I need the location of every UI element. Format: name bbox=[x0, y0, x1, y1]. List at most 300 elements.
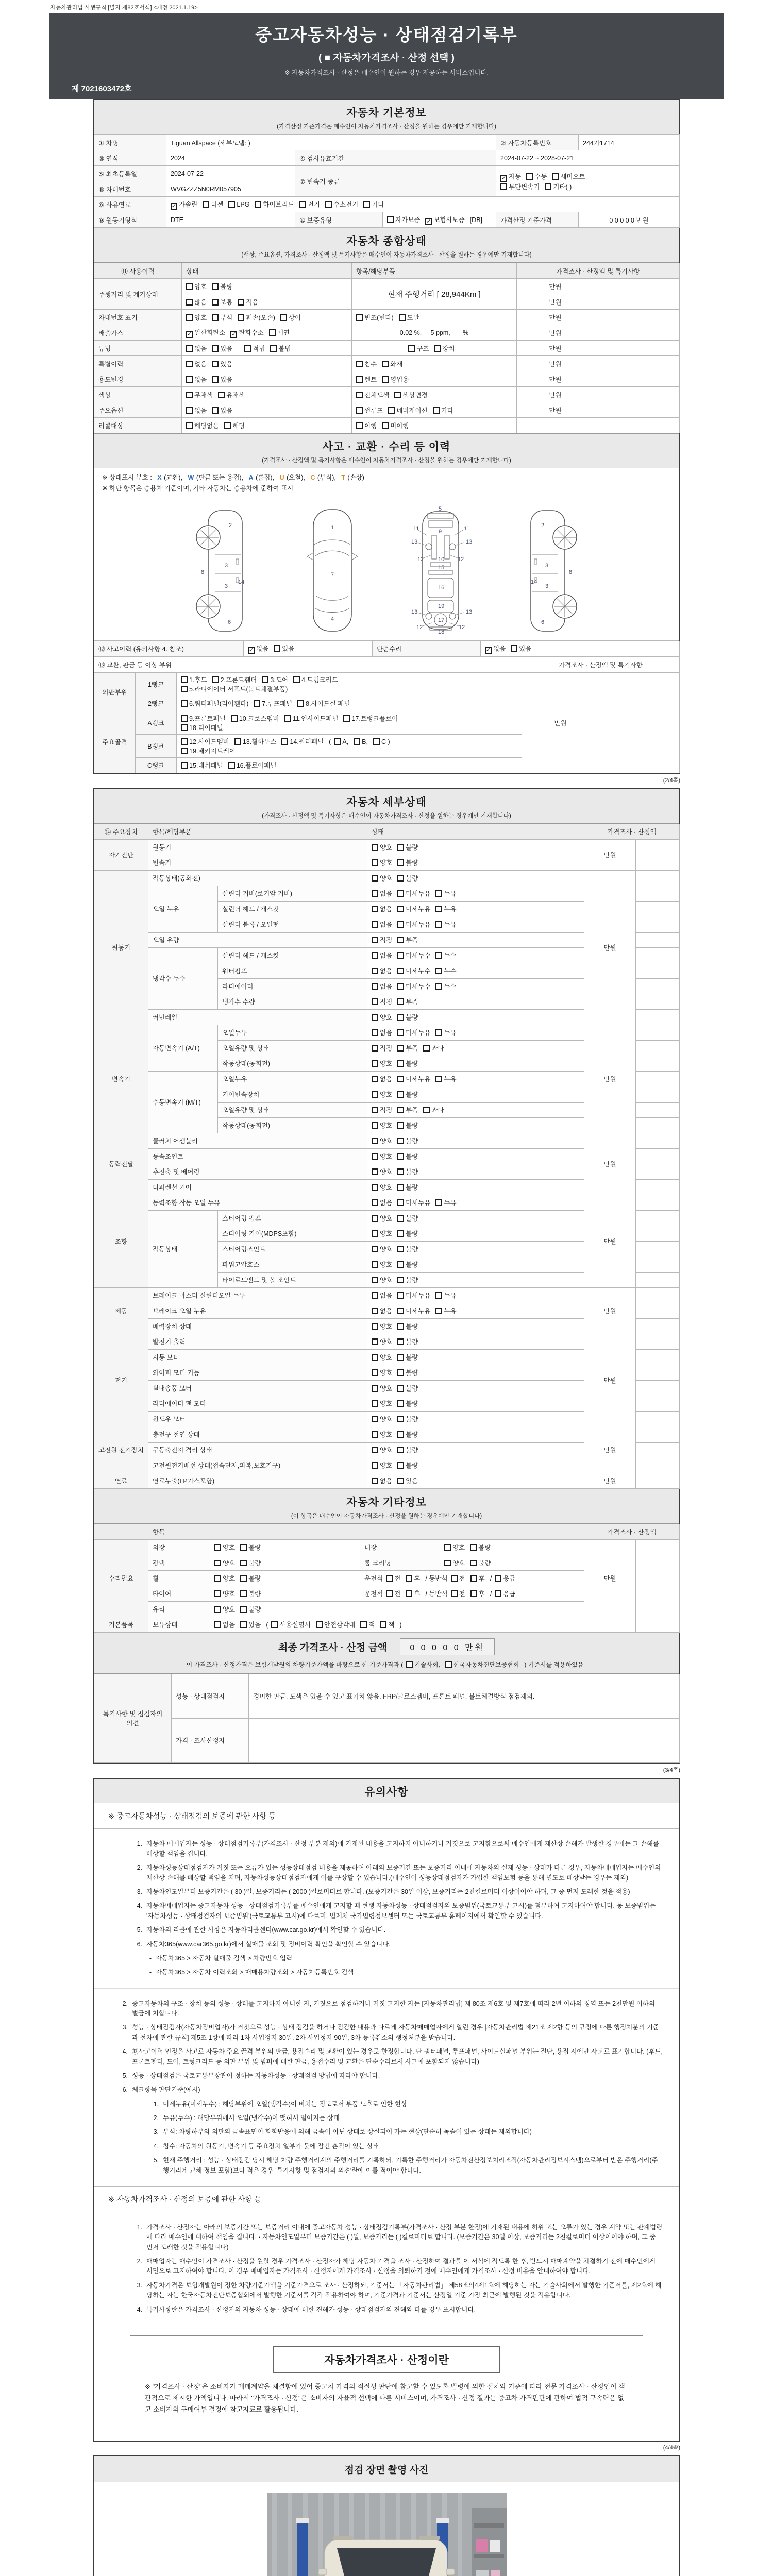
checkbox-unchecked-icon bbox=[254, 700, 260, 707]
checkbox-checked-icon: ✓ bbox=[486, 647, 491, 653]
cell: 2랭크 bbox=[136, 696, 177, 711]
checkbox-unchecked-icon bbox=[240, 1606, 247, 1613]
section-basic-subtitle: (가격산정 기준가격은 매수인이 자동차가격조사 · 산정을 원하는 경우에만 기재합니다) bbox=[277, 124, 496, 130]
option-label: 5.라디에이터 서포트(볼트체결부품) bbox=[189, 685, 288, 693]
cell bbox=[636, 1210, 680, 1226]
checkbox-unchecked-icon bbox=[238, 299, 244, 306]
checkbox-option bbox=[372, 1260, 392, 1269]
cell bbox=[352, 402, 517, 418]
checkbox-unchecked-icon bbox=[397, 1076, 404, 1082]
checkbox-unchecked-icon bbox=[372, 1246, 378, 1252]
checkbox-option bbox=[372, 1476, 392, 1485]
cell bbox=[182, 341, 352, 356]
cell bbox=[594, 387, 680, 402]
checkbox-option bbox=[397, 889, 430, 898]
cell bbox=[177, 711, 522, 734]
checkbox-unchecked-icon bbox=[435, 1199, 442, 1206]
checkbox-option bbox=[408, 344, 429, 353]
text: ( bbox=[329, 738, 331, 745]
svg-text:8: 8 bbox=[569, 569, 573, 575]
checkbox-option bbox=[297, 699, 350, 708]
cell bbox=[636, 855, 680, 870]
cell: 작동상태(공회전) bbox=[218, 1056, 367, 1071]
checkbox-unchecked-icon bbox=[372, 1354, 378, 1361]
checkbox-unchecked-icon bbox=[495, 1590, 501, 1597]
svg-text:5: 5 bbox=[439, 505, 442, 512]
option-label: 부족 bbox=[406, 998, 418, 1006]
cell: 작동상태 bbox=[148, 1210, 218, 1287]
cell: 특기사항 및 점검자의 의견 bbox=[94, 1674, 172, 1762]
cell: 2024-07-22 ~ 2028-07-21 bbox=[496, 150, 680, 166]
table-row bbox=[94, 371, 680, 387]
checkbox-option bbox=[406, 1660, 440, 1669]
option-label: 미세누유 bbox=[406, 906, 431, 913]
final-price-label: 최종 가격조사 · 산정 금액 bbox=[278, 1642, 388, 1653]
table-row bbox=[94, 150, 680, 166]
checkbox-option bbox=[372, 1136, 392, 1145]
checkbox-unchecked-icon bbox=[181, 738, 188, 745]
cell bbox=[636, 1087, 680, 1102]
cell: 보유상태 bbox=[148, 1617, 210, 1632]
option-label: 불량 bbox=[248, 1544, 261, 1551]
cell: 오일유량 및 상태 bbox=[218, 1102, 367, 1117]
checkbox-unchecked-icon bbox=[240, 1560, 247, 1566]
checkbox-unchecked-icon bbox=[470, 1544, 477, 1551]
option-label: 미세누유 bbox=[406, 1029, 431, 1037]
cell: ⑨ 원동기형식 bbox=[94, 212, 166, 228]
checkbox-unchecked-icon bbox=[372, 1215, 378, 1222]
cell bbox=[360, 1586, 584, 1601]
checkbox-unchecked-icon bbox=[181, 715, 188, 722]
option-label: 9.프론트패널 bbox=[189, 715, 226, 722]
cell bbox=[367, 1318, 584, 1334]
checkbox-unchecked-icon bbox=[545, 183, 551, 190]
cell: 만원 bbox=[517, 325, 594, 341]
note-item bbox=[129, 1839, 663, 1859]
checkbox-option bbox=[444, 1558, 465, 1567]
note-item bbox=[114, 2085, 663, 2095]
option-label: 전체도색 bbox=[364, 391, 390, 399]
checkbox-option bbox=[212, 375, 232, 384]
inspector-opinion-table bbox=[94, 1674, 680, 1763]
option-label: 수소전기 bbox=[333, 200, 359, 208]
note-item bbox=[145, 2113, 663, 2123]
note-text: 자동차 매매업자는 성능 · 상태점검기록부(가격조사 · 산정 부분 제외)에 기재된 내용을 고지하지 아니하거나 거짓으로 고지함으로써 매수인에게 재산상 손해가 발생한 경우에는 그 손해를 배상할 책임을 집니다. bbox=[146, 1840, 660, 1857]
option-label: 무채색 bbox=[194, 391, 213, 399]
cell bbox=[636, 1617, 680, 1632]
note-number: 2. bbox=[122, 1999, 128, 2007]
option-label: 불량 bbox=[248, 1575, 261, 1582]
option-label: 있음 bbox=[248, 1621, 261, 1629]
checkbox-unchecked-icon bbox=[372, 1122, 378, 1129]
text: (판금 또는 용접), bbox=[194, 474, 245, 481]
checkbox-option bbox=[212, 313, 232, 322]
checkbox-unchecked-icon bbox=[356, 422, 363, 429]
checkbox-unchecked-icon bbox=[181, 762, 188, 769]
cell bbox=[352, 356, 517, 371]
accident-note: ※ 하단 항목은 승용차 기준이며, 기타 자동차는 승용차에 준하여 표시 bbox=[102, 485, 294, 493]
checkbox-unchecked-icon bbox=[399, 314, 406, 321]
checkbox-option bbox=[372, 1167, 392, 1176]
checkbox-unchecked-icon bbox=[186, 392, 193, 398]
checkbox-unchecked-icon bbox=[470, 1575, 477, 1582]
checkbox-unchecked-icon bbox=[397, 1277, 404, 1283]
checkbox-unchecked-icon bbox=[372, 1385, 378, 1392]
option-label: 12.사이드멤버 bbox=[189, 738, 229, 745]
option-label: 불량 bbox=[406, 1277, 418, 1284]
option-label: 19.패키지트레이 bbox=[189, 747, 236, 755]
cell bbox=[210, 1555, 360, 1570]
note-number: 2. bbox=[137, 1864, 142, 1872]
checkbox-unchecked-icon bbox=[214, 1621, 221, 1628]
cell bbox=[367, 1334, 584, 1349]
status-code: C bbox=[310, 474, 315, 481]
checkbox-unchecked-icon bbox=[397, 998, 404, 1005]
checkbox-option bbox=[299, 199, 320, 209]
checkbox-option bbox=[397, 935, 418, 944]
checkbox-option bbox=[372, 951, 392, 960]
checkbox-option bbox=[397, 1291, 430, 1300]
cell bbox=[367, 1272, 584, 1287]
cell: 0 0 0 0 0 만원 bbox=[579, 212, 680, 228]
checkbox-option bbox=[372, 1321, 392, 1331]
text bbox=[238, 345, 241, 352]
checkbox-unchecked-icon bbox=[445, 1661, 452, 1668]
checkbox-unchecked-icon bbox=[397, 875, 404, 882]
cell bbox=[182, 387, 352, 402]
cell bbox=[636, 1117, 680, 1133]
checkbox-unchecked-icon bbox=[397, 1308, 404, 1314]
checkbox-option bbox=[269, 328, 290, 337]
cell: 원동기 bbox=[148, 839, 367, 855]
checkbox-option bbox=[397, 1167, 418, 1176]
checkbox-option bbox=[372, 1445, 392, 1454]
option-label: 세미오토 bbox=[560, 173, 585, 180]
checkbox-option bbox=[203, 199, 223, 209]
option-label: 있음 bbox=[406, 1478, 418, 1485]
note-text: 성능 · 상태점검자(자동차정비업자)가 거짓으로 성능 · 상태 점검을 하거나 점검한 내용과 다르게 자동차매매업자에게 알린 경우 [자동차관리법 제21조 제2항 등의 규정에 따른 행정처분의 기준과 절차에 관한 규칙] 제5조 1항에 따라 1차 사업정지 30일, 2차 사업정지 90일, 3차 등록취소의 행정처분을 받습니다. bbox=[132, 2024, 660, 2041]
checkbox-option bbox=[240, 1589, 261, 1598]
cell bbox=[367, 1025, 584, 1040]
checkbox-unchecked-icon bbox=[435, 1029, 442, 1036]
checkbox-unchecked-icon bbox=[423, 1107, 430, 1113]
status-code: A bbox=[248, 474, 254, 481]
checkbox-unchecked-icon bbox=[372, 1323, 378, 1330]
cell: 만원 bbox=[584, 870, 636, 1025]
cell: 클러치 어셈블리 bbox=[148, 1133, 367, 1148]
cell bbox=[636, 994, 680, 1009]
cell bbox=[636, 1396, 680, 1411]
cell: ⑫ 사고이력 (유의사항 4. 참조) bbox=[94, 641, 244, 656]
checkbox-option bbox=[240, 1543, 261, 1552]
note-text: 자동차365 > 자동차 이력조회 > 매매용차량조회 > 자동차등록번호 검색 bbox=[156, 1969, 354, 1976]
note-number: - bbox=[149, 1954, 152, 1962]
cell bbox=[636, 1133, 680, 1148]
note-item bbox=[138, 1968, 663, 1977]
cell: 외장 bbox=[148, 1539, 210, 1555]
cell: C랭크 bbox=[136, 757, 177, 773]
option-label: 없음 bbox=[380, 921, 393, 928]
table-row bbox=[94, 672, 680, 696]
cell: ⑩ 보증유형 bbox=[295, 212, 383, 228]
note-text: ⑫사고이력 인정은 사고로 자동차 주요 골격 부위의 판금, 용접수리 및 교환이 있는 경우로 한정합니다. 단 쿼터패널, 루프패널, 사이드실패널 부위는 절단, 용접 시에만 사고로 표기합니다. (후드, 프론트펜더, 도어, 트렁크리드 등 외판 부위 및 범퍼에 대한 판금, 용접수리 및 교환은 단순수리로서 사고에 포함되지 않습니다) bbox=[132, 2048, 663, 2065]
option-label: 불량 bbox=[406, 1138, 418, 1145]
cell bbox=[182, 279, 352, 294]
checkbox-option bbox=[284, 714, 339, 723]
svg-text:13: 13 bbox=[411, 608, 418, 615]
note-text: 특기사항란은 가격조사 · 산정자의 자동차 성능 · 상태에 대한 견해가 성능 · 상태점검자의 견해와 다를 경우 표시합니다. bbox=[146, 2306, 476, 2313]
checkbox-checked-icon: ✓ bbox=[249, 647, 254, 653]
checkbox-checked-icon: ✓ bbox=[231, 331, 237, 337]
checkbox-option bbox=[186, 297, 207, 307]
checkbox-unchecked-icon bbox=[240, 1590, 247, 1597]
checkbox-option bbox=[212, 359, 232, 368]
cell bbox=[636, 1349, 680, 1365]
cell: 만원 bbox=[517, 371, 594, 387]
cell bbox=[367, 1473, 584, 1488]
checkbox-option bbox=[397, 1321, 418, 1331]
cell: ⑤ 최초등록일 bbox=[94, 166, 166, 181]
cell bbox=[367, 1040, 584, 1056]
cell bbox=[182, 418, 352, 433]
note-number: 5. bbox=[122, 2072, 128, 2079]
cell bbox=[636, 1365, 680, 1380]
checkbox-option bbox=[470, 1543, 491, 1552]
pricing-definition-text: ※ "가격조사 · 산정"은 소비자가 매매계약을 체결함에 있어 중고차 가격의 적절성 판단에 참고할 수 있도록 법령에 의한 절차와 기준에 따라 전문 가격조사 · 산정인이 객관적으로 제시한 가액입니다. 따라서 "가격조사 · 산정"은 소비자의 자율적 선택에 따른 서비스이며, 가격조사 · 산정 결과는 중고차 가격판단에 관하여 법적 구속력은 없고 소비자의 구매여부 결정에 참고자료로 활용됩니다. bbox=[145, 2382, 625, 2414]
checkbox-option bbox=[262, 675, 288, 684]
option-label: 훼손(오손) bbox=[246, 314, 275, 321]
checkbox-unchecked-icon bbox=[372, 906, 378, 912]
etc-info-table bbox=[94, 1524, 680, 1633]
cell: 만원 bbox=[584, 1427, 636, 1473]
checkbox-option bbox=[435, 1074, 456, 1083]
checkbox-unchecked-icon bbox=[435, 1308, 442, 1314]
checkbox-unchecked-icon bbox=[372, 1153, 378, 1160]
cell bbox=[367, 1117, 584, 1133]
table-row bbox=[94, 166, 680, 181]
checkbox-unchecked-icon bbox=[212, 345, 219, 352]
cell bbox=[367, 1241, 584, 1257]
checkbox-unchecked-icon bbox=[435, 1076, 442, 1082]
cell: 튜닝 bbox=[94, 341, 182, 356]
cell: 변속기 bbox=[148, 855, 367, 870]
checkbox-option bbox=[382, 375, 409, 384]
checkbox-unchecked-icon bbox=[397, 1261, 404, 1268]
checkbox-option bbox=[423, 1105, 444, 1114]
option-label: 없음 bbox=[194, 406, 207, 414]
cell bbox=[599, 672, 680, 773]
checkbox-unchecked-icon bbox=[380, 1621, 386, 1628]
checkbox-unchecked-icon bbox=[186, 376, 193, 383]
option-label: 기타 bbox=[441, 406, 453, 414]
checkbox-option bbox=[356, 375, 377, 384]
photo-area bbox=[94, 2482, 679, 2576]
note-number: - bbox=[149, 1969, 152, 1976]
note-text: 미세누유(미세누수) : 해당부위에 오일(냉각수)이 비치는 정도로서 부품 노후로 인한 현상 bbox=[163, 2100, 408, 2108]
cell bbox=[594, 341, 680, 356]
notes-subheader-1: ※ 중고자동차성능 · 상태점검의 보증에 관한 사항 등 bbox=[94, 1803, 679, 1829]
option-label: 없음 bbox=[194, 360, 207, 368]
option-label: LPG bbox=[237, 200, 250, 208]
cell: 만원 bbox=[517, 279, 594, 294]
option-label: 구조 bbox=[416, 345, 429, 352]
note-item bbox=[138, 1954, 663, 1963]
checkbox-unchecked-icon bbox=[511, 645, 517, 652]
option-label: 전 bbox=[459, 1590, 465, 1598]
cell bbox=[367, 870, 584, 886]
section-detail-title: 자동차 세부상태 bbox=[346, 796, 427, 808]
checkbox-option bbox=[316, 1620, 355, 1629]
note-number: 3. bbox=[137, 1888, 142, 1895]
option-label: 장치 bbox=[442, 345, 455, 352]
table-row bbox=[94, 1524, 680, 1539]
notes-list-3 bbox=[94, 2212, 679, 2325]
page-marker-3: (3/4쪽) bbox=[663, 1767, 680, 1773]
option-label: 미세누수 bbox=[406, 952, 431, 959]
cell bbox=[636, 1427, 680, 1442]
option-label: 양호 bbox=[380, 1168, 393, 1176]
cell bbox=[367, 1287, 584, 1303]
checkbox-option bbox=[380, 1620, 394, 1629]
option-label: 양호 bbox=[380, 1447, 393, 1454]
checkbox-unchecked-icon bbox=[435, 952, 442, 959]
cell: 가격조사 · 산정액 bbox=[584, 824, 680, 839]
checkbox-option bbox=[444, 1543, 465, 1552]
cell bbox=[636, 917, 680, 932]
inspection-photo bbox=[267, 2493, 507, 2576]
option-label: 없음 bbox=[493, 645, 506, 652]
section-notes-title: 유의사항 bbox=[364, 1786, 409, 1798]
text: (부식), bbox=[315, 474, 338, 481]
checkbox-option bbox=[372, 1337, 392, 1346]
checkbox-option bbox=[397, 1275, 418, 1284]
section-overall-title: 자동차 종합상태 bbox=[346, 235, 427, 247]
cell bbox=[636, 1473, 680, 1488]
svg-text:11: 11 bbox=[413, 525, 419, 532]
cell: 2024-07-22 bbox=[166, 166, 295, 181]
cell: 오일유량 및 상태 bbox=[218, 1040, 367, 1056]
cell: 휠 bbox=[148, 1570, 210, 1586]
option-label: 양호 bbox=[380, 1323, 393, 1330]
checkbox-unchecked-icon bbox=[212, 407, 219, 414]
checkbox-unchecked-icon bbox=[372, 859, 378, 866]
checkbox-option bbox=[181, 723, 223, 732]
cell: 만원 bbox=[584, 1287, 636, 1334]
text: (흠집), bbox=[254, 474, 276, 481]
checkbox-option bbox=[372, 1229, 392, 1238]
checkbox-unchecked-icon bbox=[372, 1045, 378, 1052]
cell bbox=[352, 387, 517, 402]
option-label: 불량 bbox=[406, 1122, 418, 1129]
option-label: 2.프론트휀더 bbox=[220, 676, 257, 684]
checkbox-unchecked-icon bbox=[372, 952, 378, 959]
option-label: 16.플로어패널 bbox=[236, 762, 277, 769]
checkbox-option bbox=[397, 951, 430, 960]
checkbox-unchecked-icon bbox=[397, 1107, 404, 1113]
checkbox-unchecked-icon bbox=[397, 1478, 404, 1484]
checkbox-option bbox=[382, 359, 402, 368]
cell bbox=[636, 1380, 680, 1396]
option-label: 불량 bbox=[406, 1014, 418, 1021]
checkbox-option bbox=[255, 199, 294, 209]
checkbox-unchecked-icon bbox=[186, 299, 193, 306]
overall-state-table bbox=[94, 263, 680, 433]
checkbox-option bbox=[354, 738, 368, 745]
checkbox-unchecked-icon bbox=[397, 1462, 404, 1469]
note-text: 침수: 자동차의 원동기, 변속기 등 주요장치 일부가 물에 잠긴 흔적이 있는 상태 bbox=[163, 2142, 379, 2150]
note-number: 1. bbox=[137, 2223, 142, 2231]
checkbox-option bbox=[485, 643, 506, 654]
cell: 기본품목 bbox=[94, 1617, 148, 1632]
option-label: 양호 bbox=[380, 1385, 393, 1392]
cell: 내장 bbox=[360, 1539, 440, 1555]
note-number: 4. bbox=[137, 2306, 142, 2313]
cell: 만원 bbox=[517, 356, 594, 371]
option-label: 누유 bbox=[444, 1308, 457, 1315]
checkbox-unchecked-icon bbox=[435, 983, 442, 990]
checkbox-option bbox=[526, 172, 547, 181]
cell: 실내송풍 모터 bbox=[148, 1380, 367, 1396]
checkbox-option bbox=[372, 1074, 392, 1083]
checkbox-unchecked-icon bbox=[397, 1400, 404, 1407]
checkbox-unchecked-icon bbox=[470, 1590, 477, 1597]
checkbox-unchecked-icon bbox=[372, 998, 378, 1005]
option-label: 양호 bbox=[380, 1091, 393, 1098]
cell: 제동 bbox=[94, 1287, 148, 1334]
note-item bbox=[145, 2142, 663, 2151]
notes-list-1 bbox=[94, 1829, 679, 1988]
cell bbox=[367, 1303, 584, 1318]
table-row bbox=[94, 1195, 680, 1210]
option-label: 해당 bbox=[232, 422, 245, 430]
option-label: 미세누수 bbox=[406, 983, 431, 990]
cell bbox=[352, 418, 517, 433]
checkbox-unchecked-icon bbox=[356, 314, 363, 321]
checkbox-option bbox=[545, 182, 572, 191]
cell: 단순수리 bbox=[373, 641, 481, 656]
checkbox-unchecked-icon bbox=[397, 1029, 404, 1036]
checkbox-option bbox=[435, 1028, 456, 1037]
cell: 전기 bbox=[94, 1334, 148, 1427]
checkbox-option bbox=[397, 1260, 418, 1269]
table-row bbox=[94, 387, 680, 402]
cell bbox=[177, 696, 522, 711]
cell: 연료 bbox=[94, 1473, 148, 1488]
option-label: 양호 bbox=[194, 314, 207, 321]
checkbox-option bbox=[372, 1043, 392, 1053]
svg-text:17: 17 bbox=[438, 617, 445, 623]
doc-service-note: ※ 자동차가격조사 · 산정은 매수인이 원하는 경우 제공하는 서비스입니다. bbox=[284, 69, 489, 76]
svg-text:12: 12 bbox=[458, 556, 464, 563]
cell bbox=[367, 1056, 584, 1071]
text: (손상) bbox=[345, 474, 364, 481]
checkbox-unchecked-icon bbox=[397, 968, 404, 974]
option-label: 과다 bbox=[431, 1045, 444, 1052]
checkbox-option bbox=[270, 344, 291, 353]
svg-text:3: 3 bbox=[545, 583, 549, 589]
checkbox-option bbox=[372, 1383, 392, 1393]
checkbox-option bbox=[372, 935, 392, 944]
option-label: 양호 bbox=[380, 1230, 393, 1238]
table-row bbox=[94, 1287, 680, 1303]
cell bbox=[496, 166, 680, 197]
option-label: 불량 bbox=[406, 1431, 418, 1438]
cell: 추진축 및 베어링 bbox=[148, 1164, 367, 1179]
basic-info-table bbox=[94, 134, 680, 228]
table-row bbox=[94, 657, 680, 672]
note-number: 4. bbox=[122, 2048, 128, 2056]
checkbox-option bbox=[397, 1059, 418, 1068]
